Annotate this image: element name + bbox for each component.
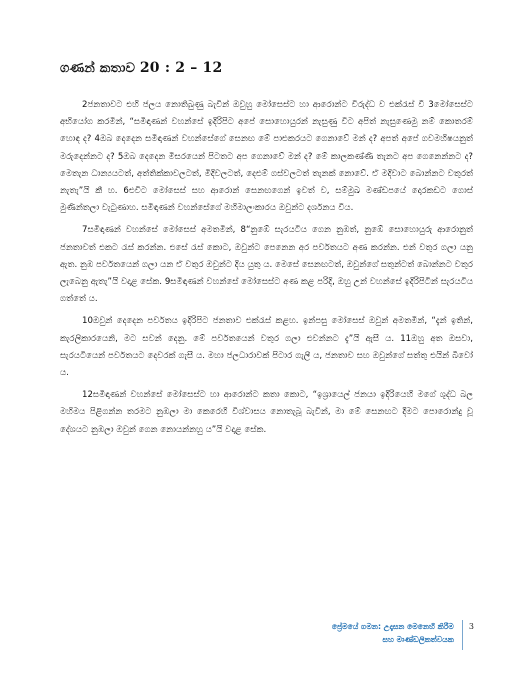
footer-divider (462, 620, 463, 650)
book-title: ගණන් කතාව (60, 61, 136, 76)
paragraph: 10ඔවුන් දෙදෙන පර්වතය ඉදිරිපිට ජනතාව එක්රැස් කළහ. ඉන්පසු මෝසෙස් ඔවුන් අමතමින්, “දැන් ඉතින්, කැරලිකාරයෙනි, මට සවන් දෙනු. මේ පර්වතයෙන් වතුර ගලා එවන්නට දැ”යි ඇසී ය. 11ඔහු අත ඔසවා, සැරයටියෙන් පර්වතයට දෙවරක් ගැසී ය. මහා ජලධාරාවක් පිටාර ගැලී ය, ජනතාව සහ ඔවුන්ගේ සත්තු එයින් බීවෝ ය. (60, 316, 473, 379)
paragraph: 7සමිඳාණන් වහන්සේ මෝසෙස් අමතමින්, 8“නුඹේ සැරයටිය ගෙන නුඹත්, නුඹේ සොහොයුරු ආරොනුත් ජනතාවත් එකට රැස් කරන්න. එසේ රැස් කොට, ඔවුන්ට පෙනෙන අර පර්වතයට අණ කරන්න. එන් වතුර ගලා යනු ඇත. නුඹ පර්වතයෙන් ගලා යන ඒ වතුර ඔවුන්ට දිය යුතු ය. මෙසේ සෙනඟටත්, ඔවුන්ගේ සතුන්ටත් බොන්නට වතුර ලැබෙනු ඇතැ”යි වදාළ සේක. 9සමිඳාණන් වහන්සේ මෝසෙස්ට අණ කළ පරිදි, ඔහු උන් වහන්සේ ඉදිරිපිටින් සැරයටිය ගත්තේ ය. (60, 225, 473, 305)
footer-line-1: ප්‍රේමයේ ගමන: උදෑසන මෙනෙහි කිරීම (331, 622, 454, 631)
paragraph: 12සමිඳාණන් වහන්සේ මෝසෙස්ට හා ආරොන්ට කතා කොට, “ඉශ්‍රායෙල් ජනයා ඉදිරියෙහි මගේ ශුද්ධ බල මහිමය පිළිගන්න තරමට නුඹලා මා කෙරෙහි විශ්වාසය නොතැබූ බැවින්, මා මේ සෙනඟට දීමට පොරොන්දු වූ දේශයට නුඹලා ඔවුන් ගෙන නොයන්නහු ය”යි වදාළ සේක. (60, 390, 473, 435)
chapter-verse-reference: 20 : 2 – 12 (139, 60, 223, 76)
paragraph: 2ජනතාවට එහි ජලය නොතිබුණු බැවින් ඔවුහු මෝසෙස්ට හා ආරොන්ට විරුද්ධ ව එක්රැස් වී 3මෝසෙස්ට අභියෝග කරමින්, “සමිඳාණන් වහන්සේ ඉදිරිපිට අපේ සොහොයුරන් නැසුණු විට අපිත් නැසුණෙමු නම් කොතරම් හොඳ ද? 4ඔබ දෙදෙන සමිඳාණන් වහන්සේගේ සෙනඟ මේ පාළුකරයට ගෙනාවේ මන් ද? අපත් අපේ ගවමහිෂයනුත් මරුදෙන්නට ද? 5ඔබ දෙදෙන මිසරයෙන් පිටතට අප ගෙනාවේ මන් ද? මේ කාලකණ්ණි තැනට අප ගෙනෙන්නට ද? මෙතැන ධාන්‍යයටත්, අත්තික්කාවලටත්, මිදිවලටත්, දෙළුම් ගස්වලටත් තැනක් නොවේ. ඒ මදිවාට බොන්නට වතුරත් නැතැ”යි කී හ. 6එවිට මෝසෙස් සහ ආරොන් සෙනඟගෙන් ඉවත් ව, සම්මුඛ මණ්ඩපයේ දොරකඩට ගොස් මුණින්තලා වැටුණාහ. සමිඳාණන් වහන්සේගේ මහිමාලංකාරය ඔවුන්ට දර්ශනය විය. (60, 100, 473, 214)
passage-body (60, 97, 473, 444)
page-number: 3 (468, 622, 474, 631)
passage-heading (60, 60, 222, 76)
footer-line-2: සහ මාණ්ඩලිකත්වයක (382, 635, 454, 644)
page-footer (332, 620, 474, 650)
footer-text (332, 620, 454, 646)
